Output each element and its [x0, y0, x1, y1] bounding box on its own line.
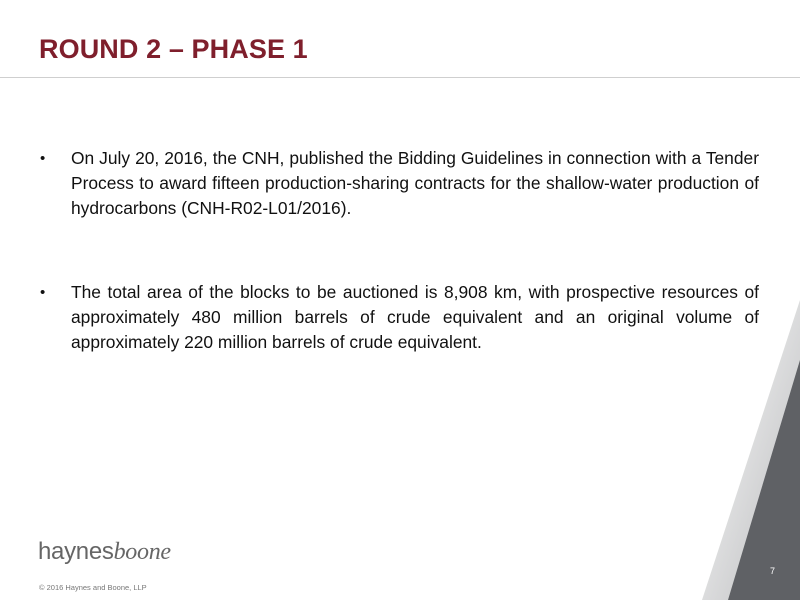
bullet-marker: • [40, 284, 46, 301]
logo-text-haynes: haynes [38, 538, 114, 565]
corner-triangle-graphic [690, 300, 800, 600]
logo-text-boone: boone [113, 539, 171, 565]
bullet-marker: • [40, 150, 46, 167]
haynesboone-logo [38, 538, 171, 566]
bullet-text: The total area of the blocks to be auctioned is 8,908 km, with prospective resources of approximately 480 million barrels of crude equivalent and an original volume of approximately 220 million barrels of crude equivalent. [71, 282, 759, 352]
copyright-notice: © 2016 Haynes and Boone, LLP [39, 583, 147, 592]
bullet-item [39, 280, 759, 355]
title-divider [0, 77, 800, 78]
bullet-list [39, 146, 759, 414]
slide-title: ROUND 2 – PHASE 1 [39, 34, 308, 64]
bullet-item [39, 146, 759, 221]
bullet-text: On July 20, 2016, the CNH, published the Bidding Guidelines in connection with a Tender Process to award fifteen production-sharing contracts for the shallow-water production of hydrocarbons (CNH-R02-L01/2016). [71, 148, 759, 218]
page-number: 7 [770, 566, 776, 576]
